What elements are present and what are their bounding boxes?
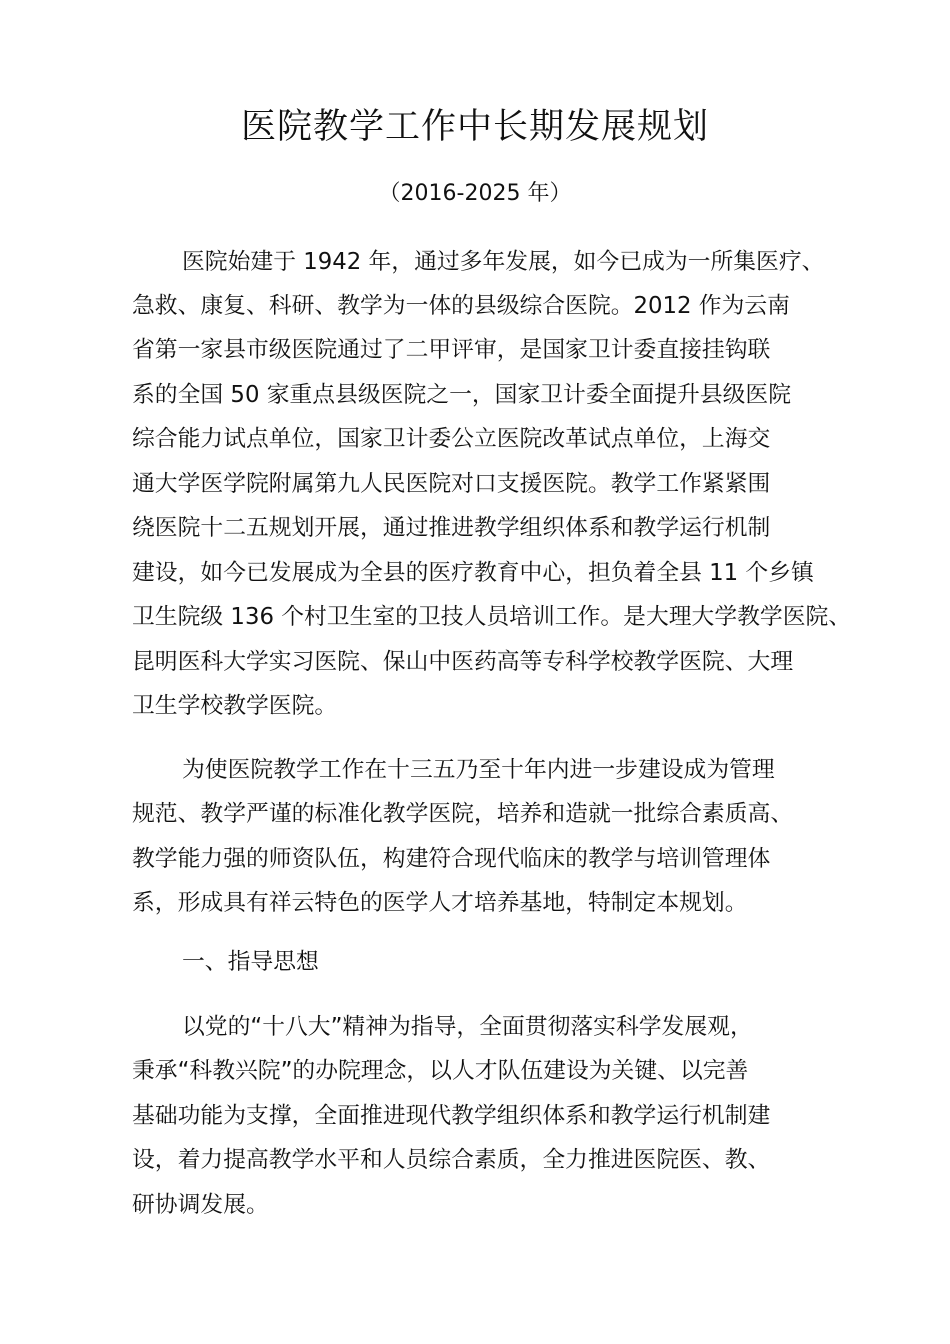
paragraph-1-line-8: 建设，如今已发展成为全县的医疗教育中心，担负着全县 11 个乡镇 <box>132 560 814 586</box>
paragraph-1-line-3: 省第一家县市级医院通过了二甲评审，是国家卫计委直接挂钩联 <box>132 337 771 363</box>
paragraph-3-line-5: 研协调发展。 <box>132 1192 269 1218</box>
document-subtitle: （2016-2025 年） <box>378 181 572 206</box>
paragraph-2-line-2: 规范、教学严谨的标准化教学医院，培养和造就一批综合素质高、 <box>132 801 794 827</box>
paragraph-1-line-10: 昆明医科大学实习医院、保山中医药高等专科学校教学医院、大理 <box>132 649 794 675</box>
paragraph-2-line-4: 系，形成具有祥云特色的医学人才培养基地，特制定本规划。 <box>132 890 748 916</box>
paragraph-3-line-2: 秉承“科教兴院”的办院理念，以人才队伍建设为关键、以完善 <box>132 1058 749 1084</box>
document-title: 医院教学工作中长期发展规划 <box>240 107 709 147</box>
paragraph-1-line-2: 急救、康复、科研、教学为一体的县级综合医院。2012 作为云南 <box>132 293 790 319</box>
paragraph-1-line-9: 卫生院级 136 个村卫生室的卫技人员培训工作。是大理大学教学医院、 <box>132 604 852 630</box>
paragraph-1-line-11: 卫生学校教学医院。 <box>132 693 338 719</box>
paragraph-2-line-3: 教学能力强的师资队伍，构建符合现代临床的教学与培训管理体 <box>132 846 771 872</box>
paragraph-3-line-3: 基础功能为支撑，全面推进现代教学组织体系和教学运行机制建 <box>132 1103 771 1129</box>
paragraph-2-line-1: 为使医院教学工作在十三五乃至十年内进一步建设成为管理 <box>182 757 775 783</box>
paragraph-1-line-1: 医院始建于 1942 年，通过多年发展，如今已成为一所集医疗、 <box>182 249 825 275</box>
paragraph-3-line-4: 设，着力提高教学水平和人员综合素质，全力推进医院医、教、 <box>132 1147 771 1173</box>
paragraph-1-line-5: 综合能力试点单位，国家卫计委公立医院改革试点单位，上海交 <box>132 426 771 452</box>
paragraph-1-line-6: 通大学医学院附属第九人民医院对口支援医院。教学工作紧紧围 <box>132 471 771 497</box>
paragraph-1-line-7: 绕医院十二五规划开展，通过推进教学组织体系和教学运行机制 <box>132 515 771 541</box>
section-heading-guiding-ideology: 一、指导思想 <box>182 949 319 975</box>
paragraph-3-line-1: 以党的“十八大”精神为指导，全面贯彻落实科学发展观， <box>182 1014 753 1040</box>
paragraph-1-line-4: 系的全国 50 家重点县级医院之一，国家卫计委全面提升县级医院 <box>132 382 792 408</box>
